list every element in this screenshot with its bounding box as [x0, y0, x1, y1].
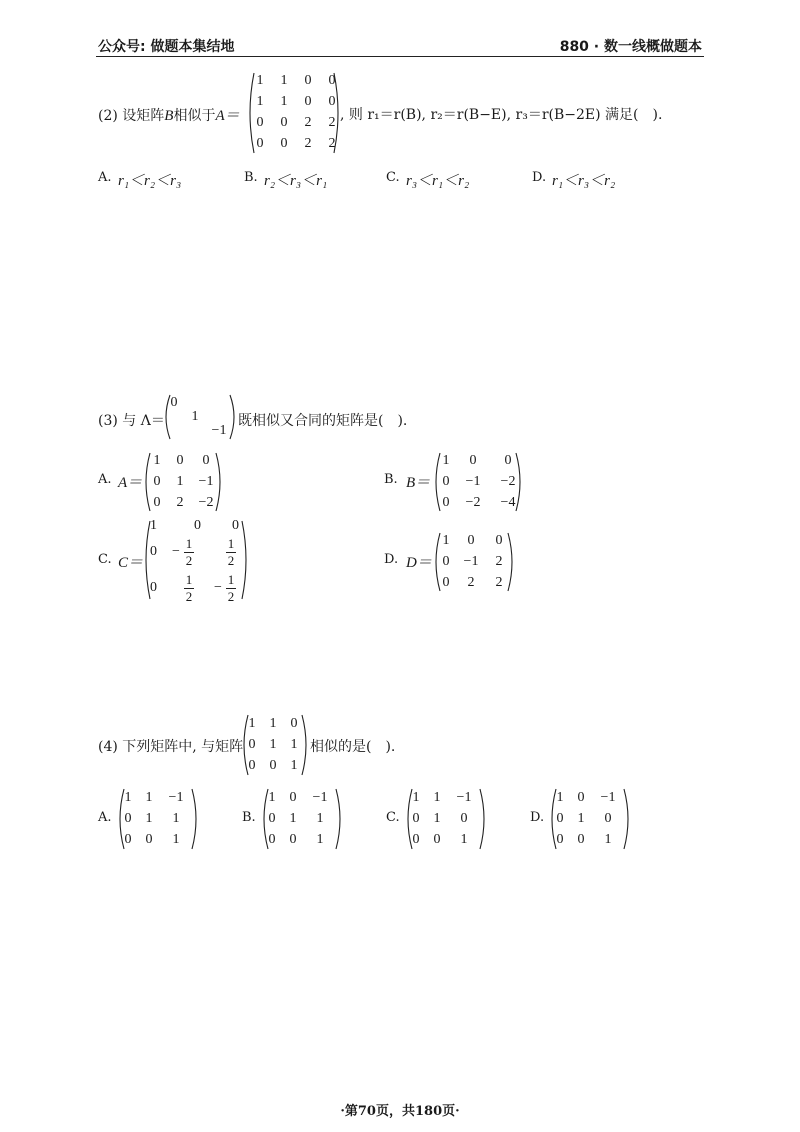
- q3-option-c-label[interactable]: C.: [98, 552, 112, 567]
- matrix-cell: −1: [600, 790, 616, 805]
- q2-option-c-label[interactable]: C.: [386, 170, 400, 185]
- q4-matrix-m: [242, 713, 304, 776]
- q4-option-c-matrix: [406, 787, 480, 850]
- matrix-cell: 0: [145, 832, 153, 847]
- matrix-cell: 0: [556, 811, 564, 826]
- matrix-cell: −2: [500, 474, 516, 489]
- q2-option-d-label[interactable]: D.: [532, 170, 547, 185]
- matrix-cell: 1: [176, 474, 184, 489]
- matrix-cell: 0: [577, 832, 585, 847]
- matrix-bracket: [334, 788, 346, 850]
- matrix-cell: −2: [198, 495, 214, 510]
- matrix-cell: 1: [268, 790, 276, 805]
- matrix-cell: 0: [153, 495, 161, 510]
- matrix-cell: 1: [290, 758, 298, 773]
- matrix-cell: 1: [269, 737, 277, 752]
- matrix-cell: 0: [248, 758, 256, 773]
- q3-matrix-a: [146, 450, 220, 513]
- q2-option-a-label[interactable]: A.: [98, 170, 112, 185]
- matrix-cell: 0: [268, 832, 276, 847]
- matrix-cell: 0: [170, 395, 178, 410]
- q4-option-d-matrix: [550, 787, 624, 850]
- matrix-cell: 0: [124, 811, 132, 826]
- matrix-cell: 1: [269, 716, 277, 731]
- q2-matrix-a: [248, 70, 344, 154]
- q3-matrix-b: [436, 450, 526, 513]
- matrix-cell: 2: [328, 136, 336, 151]
- matrix-cell: [164, 406, 184, 420]
- q4-option-b-label[interactable]: B.: [242, 810, 256, 825]
- matrix-cell: 0: [153, 474, 161, 489]
- q4-option-c-label[interactable]: C.: [386, 810, 400, 825]
- q2-option-a-text: r₁＜r₂＜r₃: [118, 173, 182, 189]
- matrix-cell: 0: [176, 453, 184, 468]
- matrix-cell: 2: [328, 115, 336, 130]
- matrix-cell: 0: [604, 811, 612, 826]
- matrix-cell: 1: [316, 832, 324, 847]
- matrix-bracket: [190, 788, 202, 850]
- matrix-cell: −1: [465, 474, 481, 489]
- matrix-cell: 0: [289, 790, 297, 805]
- q3-matrix-d: [436, 530, 512, 593]
- matrix-cell: −1: [463, 554, 479, 569]
- q2-option-b-label[interactable]: B.: [244, 170, 258, 185]
- matrix-cell: 1: [556, 790, 564, 805]
- matrix-cell: 0: [256, 136, 264, 151]
- matrix-cell: −1: [456, 790, 472, 805]
- matrix-cell: 0: [460, 811, 468, 826]
- matrix-cell: −1: [168, 790, 184, 805]
- matrix-cell: 0: [280, 136, 288, 151]
- q3-stem-end: 既相似又合同的矩阵是( ).: [238, 413, 408, 429]
- matrix-cell: 0: [442, 474, 450, 489]
- q2-option-d-text: r₁＜r₃＜r₂: [552, 173, 616, 189]
- q3-option-b-name: B＝: [406, 475, 431, 491]
- matrix-cell: 1: [256, 94, 264, 109]
- matrix-cell: 1: [256, 73, 264, 88]
- q3-option-d-label[interactable]: D.: [384, 552, 399, 567]
- matrix-cell: 0: [124, 832, 132, 847]
- matrix-cell: 1: [248, 716, 256, 731]
- matrix-cell: 0: [304, 94, 312, 109]
- matrix-cell: 1: [442, 453, 450, 468]
- q4-option-a-matrix: [118, 787, 192, 850]
- matrix-cell: 0: [433, 832, 441, 847]
- matrix-cell: 0: [280, 115, 288, 130]
- matrix-cell: 1: [442, 533, 450, 548]
- q3-stem-start: (3) 与 Λ＝: [98, 413, 165, 429]
- matrix-cell: 2: [304, 136, 312, 151]
- matrix-cell: 2: [304, 115, 312, 130]
- matrix-cell: 1: [577, 811, 585, 826]
- matrix-cell: 0: [290, 716, 298, 731]
- matrix-cell: −1: [211, 423, 227, 438]
- matrix-cell: 0: [328, 73, 336, 88]
- matrix-cell: 1: [124, 790, 132, 805]
- q2-stem-end: , 则 r₁＝r(B), r₂＝r(B−E), r₃＝r(B−2E) 满足( ).: [340, 107, 663, 123]
- matrix-cell: 1: [433, 811, 441, 826]
- q4-option-b-matrix: [262, 787, 336, 850]
- matrix-cell: 2: [495, 575, 503, 590]
- matrix-cell: 0: [202, 453, 210, 468]
- matrix-cell: 0: [268, 811, 276, 826]
- q3-option-b-label[interactable]: B.: [384, 472, 398, 487]
- matrix-cell: 1: [153, 453, 161, 468]
- q2-stem-start: (2) 设矩阵B相似于A＝: [98, 108, 240, 124]
- matrix-cell: 0: [442, 575, 450, 590]
- matrix-cell: [184, 420, 206, 434]
- matrix-cell: 0: [269, 758, 277, 773]
- matrix-cell: 0: [289, 832, 297, 847]
- q3-option-a-label[interactable]: A.: [98, 472, 112, 487]
- header-rule: [96, 56, 704, 57]
- matrix-cell: 0: [248, 737, 256, 752]
- matrix-cell: −2: [465, 495, 481, 510]
- matrix-cell: 0: [556, 832, 564, 847]
- matrix-cell: 0: [469, 453, 477, 468]
- matrix-cell: [184, 392, 206, 406]
- matrix-cell: 0: [304, 73, 312, 88]
- matrix-cell: −4: [500, 495, 516, 510]
- q4-option-d-label[interactable]: D.: [530, 810, 545, 825]
- matrix-cell: 0: [412, 811, 420, 826]
- q4-stem-start: (4) 下列矩阵中, 与矩阵: [98, 739, 244, 755]
- header-left: 公众号: 做题本集结地: [98, 39, 235, 55]
- q2-option-c-text: r₃＜r₁＜r₂: [406, 173, 470, 189]
- matrix-cell: 1: [191, 409, 199, 424]
- q3-option-c-name: C＝: [118, 555, 144, 571]
- matrix-cell: 0: [467, 533, 475, 548]
- q4-option-a-label[interactable]: A.: [98, 810, 112, 825]
- matrix-cell: 1: [604, 832, 612, 847]
- matrix-cell: 0: [328, 94, 336, 109]
- matrix-cell: 2: [495, 554, 503, 569]
- page-footer: ·第70页，共180页·: [340, 1104, 460, 1119]
- header-right: 880 · 数一线概做题本: [559, 39, 702, 55]
- matrix-cell: 0: [577, 790, 585, 805]
- matrix-cell: 0: [412, 832, 420, 847]
- matrix-cell: 2: [467, 575, 475, 590]
- matrix-cell: 1: [289, 811, 297, 826]
- matrix-cell: [164, 420, 184, 434]
- matrix-cell: 1: [280, 94, 288, 109]
- matrix-cell: 1: [433, 790, 441, 805]
- matrix-cell: 0: [442, 554, 450, 569]
- matrix-cell: −1: [312, 790, 328, 805]
- matrix-cell: 1: [145, 811, 153, 826]
- matrix-cell: 1: [145, 790, 153, 805]
- q4-stem-end: 相似的是( ).: [310, 739, 396, 755]
- matrix-cell: 1: [412, 790, 420, 805]
- matrix-bracket: [478, 788, 490, 850]
- q3-matrix-c: 1 0 0 0 − 1 2 1 2 0 1 2 − 1 2: [150, 518, 239, 604]
- matrix-cell: 1: [316, 811, 324, 826]
- matrix-cell: 2: [176, 495, 184, 510]
- q2-option-b-text: r₂＜r₃＜r₁: [264, 173, 328, 189]
- q3-matrix-lambda: [164, 392, 232, 438]
- matrix-cell: 0: [442, 495, 450, 510]
- matrix-cell: 0: [504, 453, 512, 468]
- matrix-cell: 1: [290, 737, 298, 752]
- matrix-cell: 0: [495, 533, 503, 548]
- matrix-cell: 1: [280, 73, 288, 88]
- matrix-cell: 1: [460, 832, 468, 847]
- matrix-bracket: [622, 788, 634, 850]
- matrix-cell: 1: [172, 832, 180, 847]
- matrix-cell: 1: [172, 811, 180, 826]
- matrix-cell: −1: [198, 474, 214, 489]
- matrix-cell: 0: [256, 115, 264, 130]
- q3-option-a-name: A＝: [118, 475, 143, 491]
- q3-option-d-name: D＝: [406, 555, 432, 571]
